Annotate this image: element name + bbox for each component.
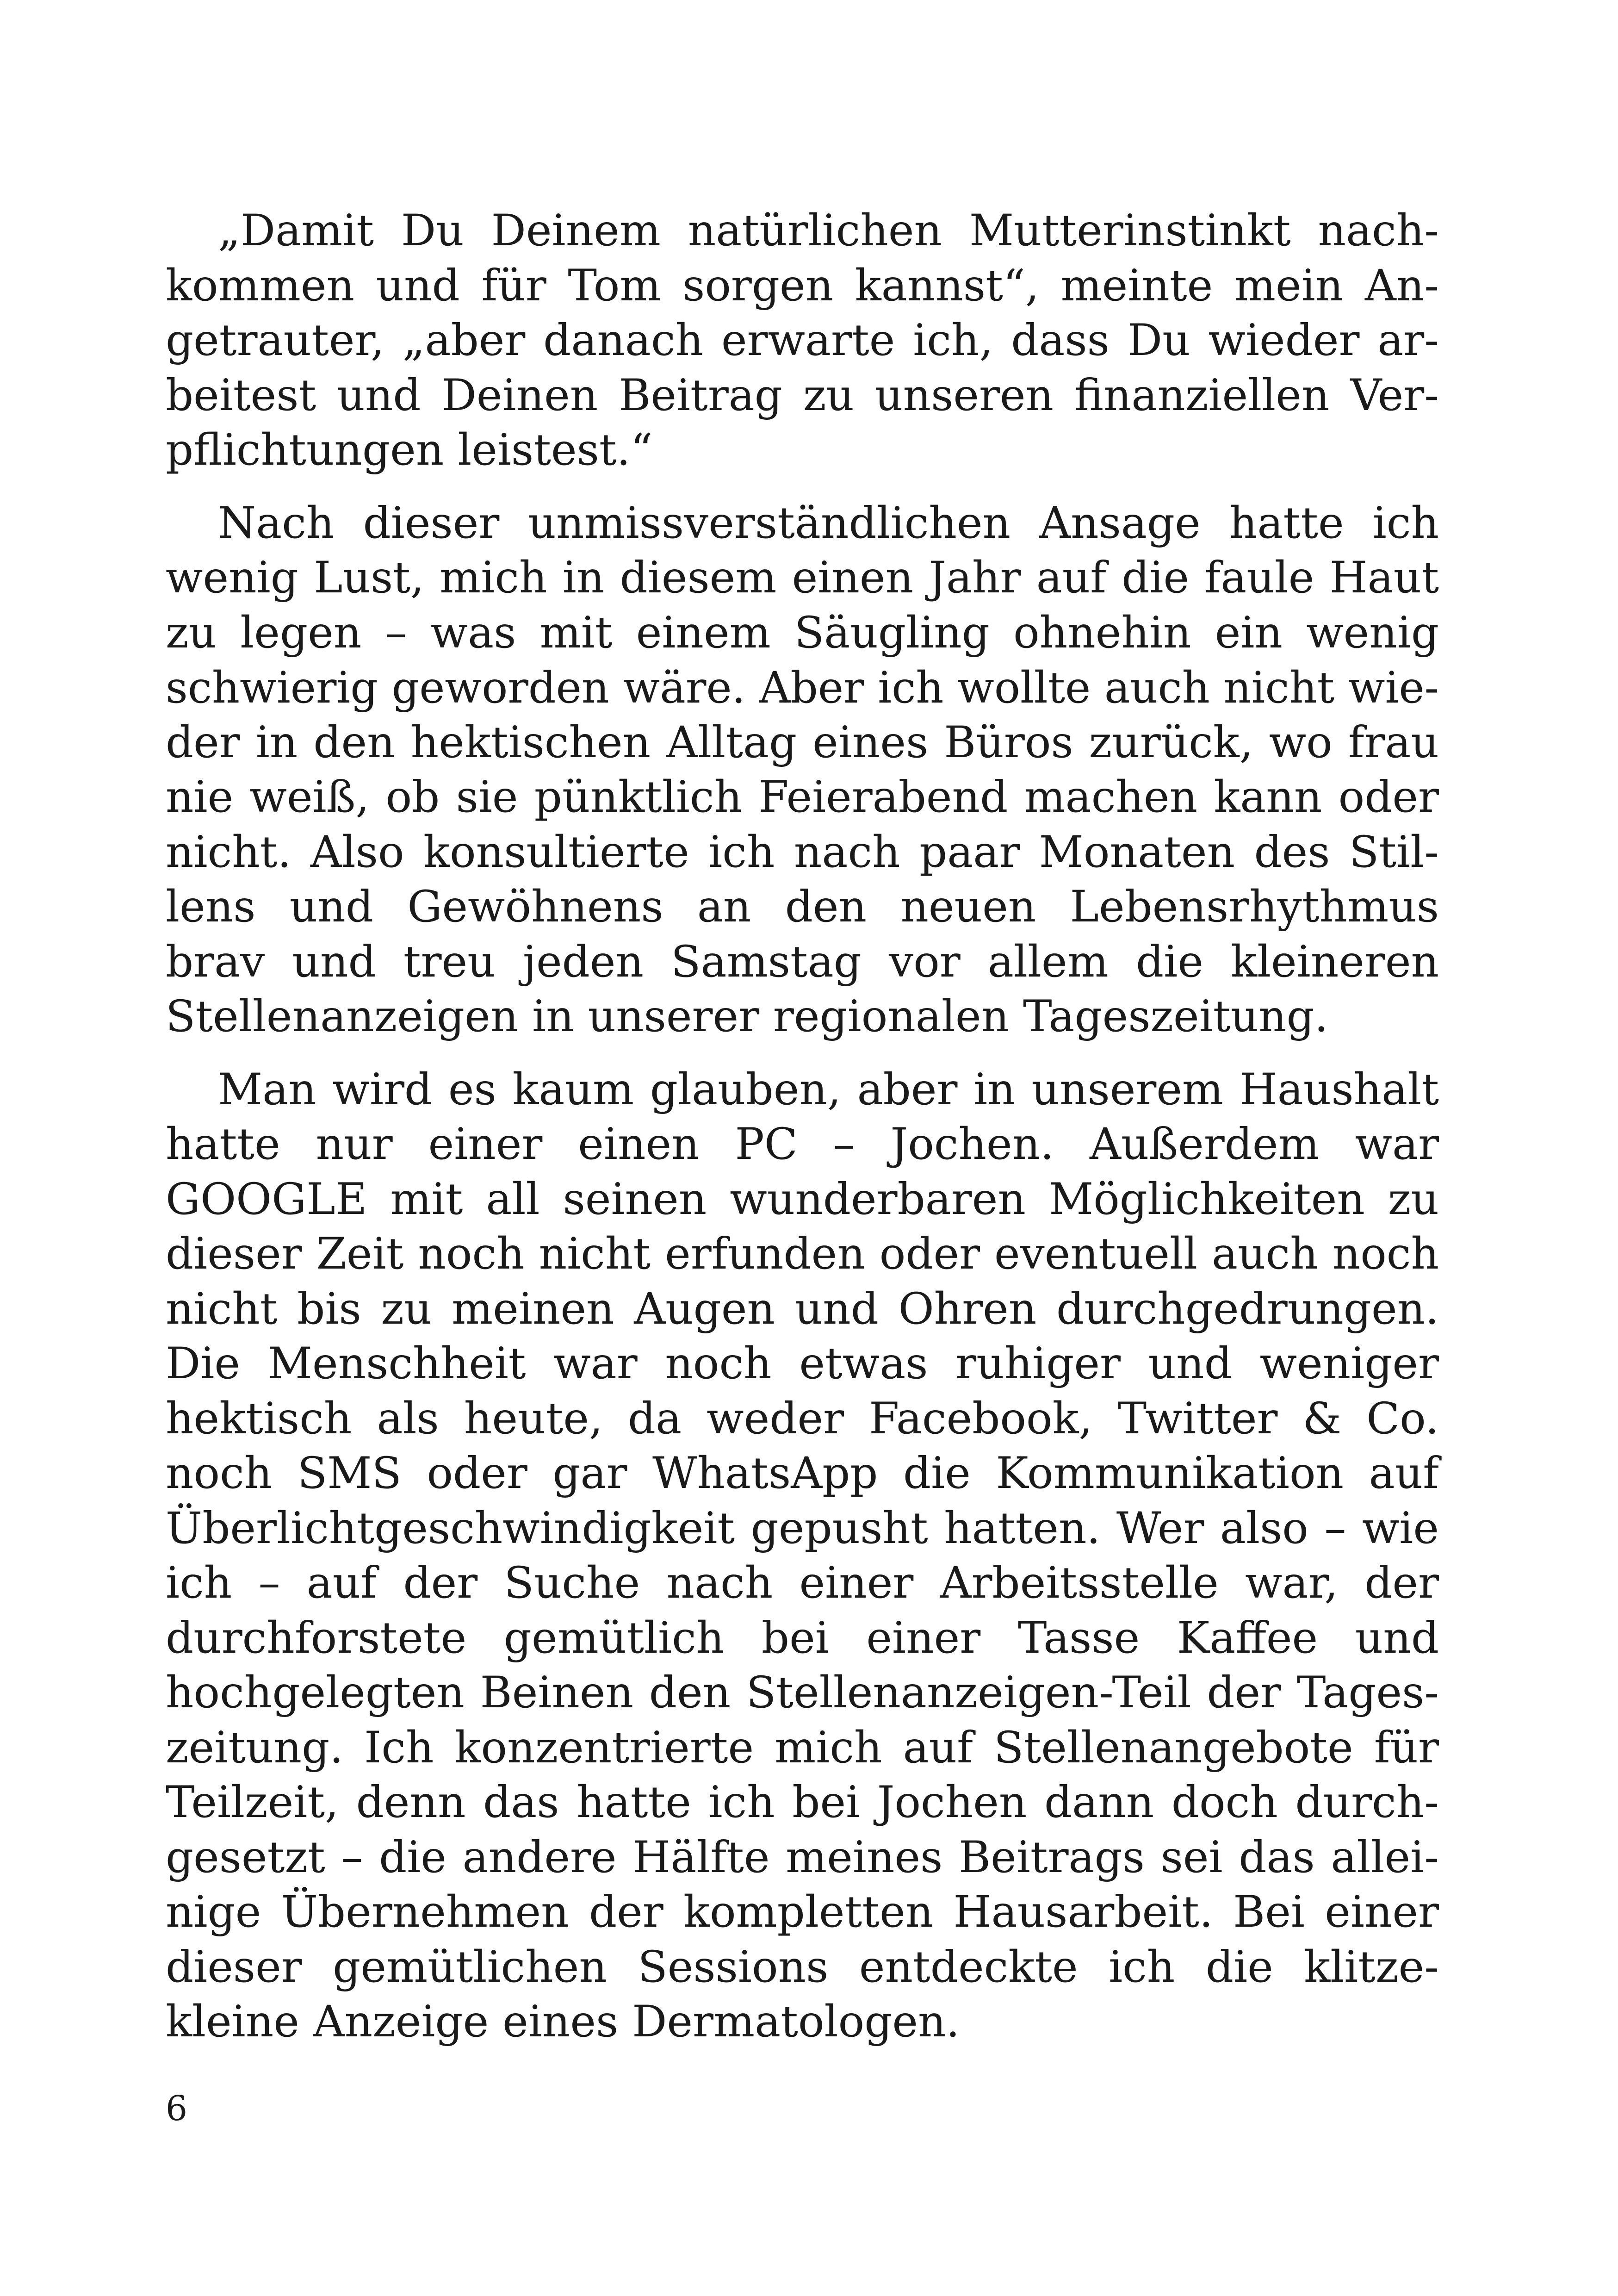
text-line: pflichtungen leistest.“	[166, 425, 653, 475]
text-line: brav und treu jeden Samstag vor allem die kleineren	[166, 936, 1439, 987]
text-line: wenig Lust, mich in diesem einen Jahr auf die faule Haut	[166, 553, 1439, 603]
text-line: schwierig geworden wäre. Aber ich wollte auch nicht wie-	[166, 662, 1439, 713]
text-line: zu legen – was mit einem Säugling ohnehin ein wenig	[166, 607, 1439, 658]
text-line: hatte nur einer einen PC – Jochen. Außerdem war	[166, 1119, 1439, 1170]
text-line: beitest und Deinen Beitrag zu unseren finanziellen Ver-	[166, 370, 1439, 421]
text-line: GOOGLE mit all seinen wunderbaren Möglichkeiten zu	[166, 1174, 1439, 1225]
text-line: nicht. Also konsultierte ich nach paar Monaten des Stil-	[166, 827, 1439, 877]
paragraph	[166, 496, 1439, 1045]
text-line: lens und Gewöhnens an den neuen Lebensrhythmus	[166, 882, 1439, 932]
text-line: hektisch als heute, da weder Facebook, Twitter & Co.	[166, 1393, 1439, 1444]
text-line: dieser gemütlichen Sessions entdeckte ich die klitze-	[166, 1941, 1439, 1992]
text-line: Man wird es kaum glauben, aber in unserem Haushalt	[218, 1064, 1439, 1115]
text-line: ich – auf der Suche nach einer Arbeitsstelle war, der	[166, 1558, 1439, 1608]
text-line: dieser Zeit noch nicht erfunden oder eventuell auch noch	[166, 1229, 1439, 1279]
text-line: Überlichtgeschwindigkeit gepusht hatten. Wer also – wie	[166, 1503, 1439, 1554]
paragraph	[166, 1063, 1439, 2050]
text-line: noch SMS oder gar WhatsApp die Kommunikation auf	[166, 1448, 1439, 1499]
text-line: Nach dieser unmissverständlichen Ansage hatte ich	[218, 498, 1439, 548]
text-line: gesetzt – die andere Hälfte meines Beitrags sei das allei-	[166, 1832, 1439, 1883]
paragraph	[166, 204, 1439, 478]
text-line: getrauter, „aber danach erwarte ich, dass Du wieder ar-	[166, 315, 1439, 366]
body-text	[166, 204, 1439, 2068]
text-line: „Damit Du Deinem natürlichen Mutterinstinkt nach-	[218, 205, 1439, 256]
text-line: Stellenanzeigen in unserer regionalen Tageszeitung.	[166, 991, 1328, 1042]
text-line: nige Übernehmen der kompletten Hausarbeit. Bei einer	[166, 1887, 1439, 1937]
text-line: Teilzeit, denn das hatte ich bei Jochen dann doch durch-	[166, 1777, 1439, 1828]
text-line: nicht bis zu meinen Augen und Ohren durchgedrungen.	[166, 1283, 1439, 1334]
text-line: kommen und für Tom sorgen kannst“, meinte mein An-	[166, 260, 1439, 311]
text-line: Die Menschheit war noch etwas ruhiger und weniger	[166, 1338, 1439, 1389]
text-line: nie weiß, ob sie pünktlich Feierabend machen kann oder	[166, 772, 1439, 822]
text-line: kleine Anzeige eines Dermatologen.	[166, 1997, 960, 2047]
text-line: hochgelegten Beinen den Stellenanzeigen-Teil der Tages-	[166, 1668, 1439, 1718]
text-line: durchforstete gemütlich bei einer Tasse Kaffee und	[166, 1612, 1439, 1663]
text-line: der in den hektischen Alltag eines Büros zurück, wo frau	[166, 717, 1439, 768]
text-line: zeitung. Ich konzentrierte mich auf Stellenangebote für	[166, 1722, 1439, 1773]
page-number: 6	[166, 2089, 188, 2128]
